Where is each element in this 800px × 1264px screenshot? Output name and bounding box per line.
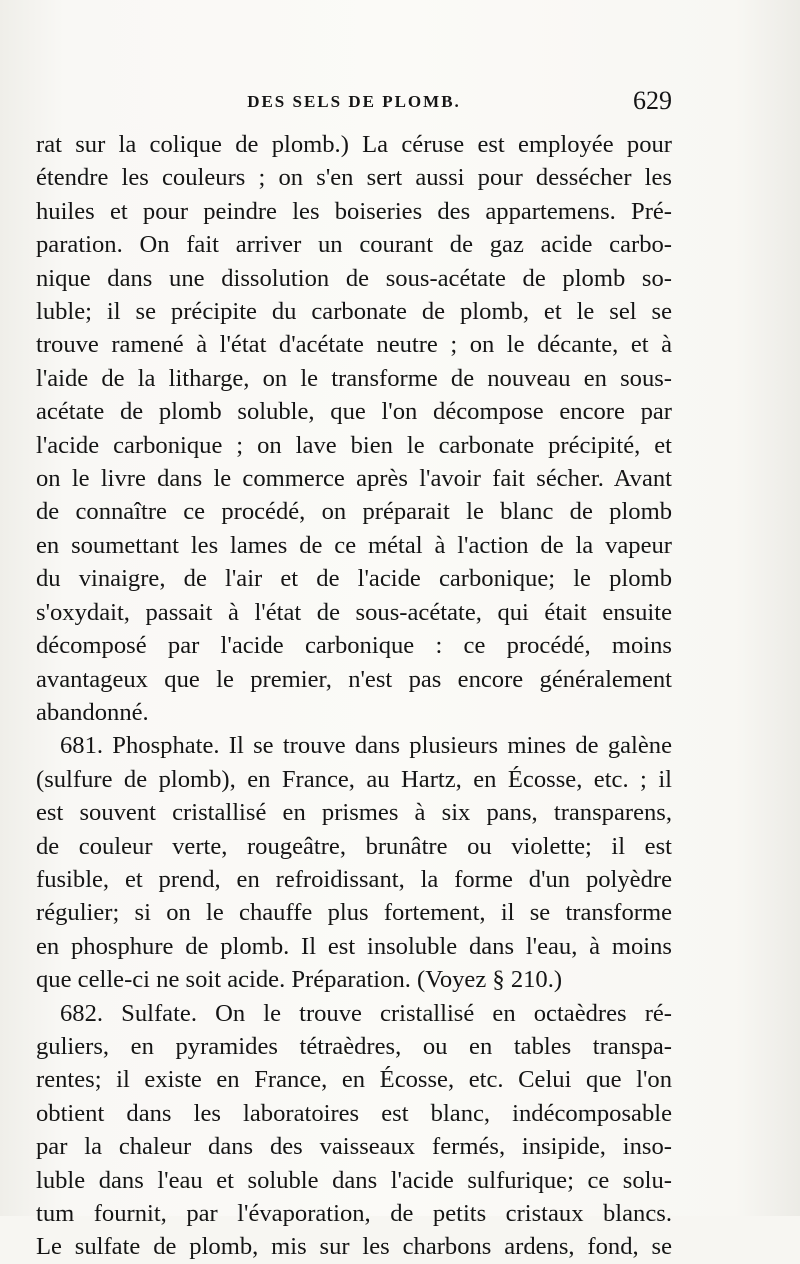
text-line: 682. Sulfate. On le trouve cristallisé en octaèdres ré- <box>60 999 672 1027</box>
page-header <box>36 86 672 126</box>
text-line: par la chaleur dans des vaisseaux fermés, insipide, inso- <box>36 1133 672 1161</box>
text-line: en soumettant les lames de ce métal à l'action de la vapeur <box>36 531 672 559</box>
text-line: 681. Phosphate. Il se trouve dans plusieurs mines de galène <box>60 732 672 760</box>
text-line: s'oxydait, passait à l'état de sous-acétate, qui était ensuite <box>36 598 672 626</box>
text-line: fusible, et prend, en refroidissant, la forme d'un polyèdre <box>36 865 672 893</box>
text-line: abandonné. <box>36 698 149 726</box>
text-line: de couleur verte, rougeâtre, brunâtre ou violette; il est <box>36 832 672 860</box>
text-line: paration. On fait arriver un courant de gaz acide carbo- <box>36 231 672 259</box>
text-line: rat sur la colique de plomb.) La céruse est employée pour <box>36 131 672 158</box>
text-line: tum fournit, par l'évaporation, de petits cristaux blancs. <box>36 1200 672 1227</box>
text-line: l'aide de la litharge, on le transforme de nouveau en sous- <box>36 364 672 392</box>
page-number: 629 <box>633 86 672 115</box>
paragraph-682-sulfate <box>36 997 672 1264</box>
text-line: on le livre dans le commerce après l'avoir fait sécher. Avant <box>36 465 672 493</box>
text-line: luble dans l'eau et soluble dans l'acide sulfurique; ce solu- <box>36 1166 672 1194</box>
text-line: décomposé par l'acide carbonique : ce procédé, moins <box>36 632 672 660</box>
text-line: acétate de plomb soluble, que l'on décompose encore par <box>36 398 672 426</box>
text-line: trouve ramené à l'état d'acétate neutre ; on le décante, et à <box>36 331 672 359</box>
text-line: l'acide carbonique ; on lave bien le carbonate précipité, et <box>36 431 672 459</box>
paragraph-681-phosphate <box>36 729 672 996</box>
text-line: (sulfure de plomb), en France, au Hartz, en Écosse, etc. ; il <box>36 765 672 793</box>
text-line: obtient dans les laboratoires est blanc, indécomposable <box>36 1099 672 1127</box>
text-line: luble; il se précipite du carbonate de plomb, et le sel se <box>36 298 672 326</box>
text-line: nique dans une dissolution de sous-acétate de plomb so- <box>36 264 672 292</box>
text-line: rentes; il existe en France, en Écosse, etc. Celui que l'on <box>36 1066 672 1094</box>
text-line: est souvent cristallisé en prismes à six pans, transparens, <box>36 799 672 827</box>
text-line: que celle-ci ne soit acide. Préparation. (Voyez § 210.) <box>36 966 563 994</box>
text-line: Le sulfate de plomb, mis sur les charbons ardens, fond, se <box>36 1233 672 1261</box>
paragraph-ceruse <box>36 128 672 729</box>
text-line: en phosphure de plomb. Il est insoluble dans l'eau, à moins <box>36 932 672 960</box>
text-line: du vinaigre, de l'air et de l'acide carbonique; le plomb <box>36 565 672 593</box>
text-line: étendre les couleurs ; on s'en sert aussi pour dessécher les <box>36 164 672 192</box>
text-line: avantageux que le premier, n'est pas encore généralement <box>36 665 672 693</box>
text-line: huiles et pour peindre les boiseries des appartemens. Pré- <box>36 197 672 225</box>
text-line: de connaître ce procédé, on préparait le blanc de plomb <box>36 498 672 526</box>
text-line: guliers, en pyramides tétraèdres, ou en tables transpa- <box>36 1032 672 1060</box>
text-line: régulier; si on le chauffe plus fortement, il se transforme <box>36 899 672 927</box>
body-text <box>36 128 672 1264</box>
running-head: DES SELS DE PLOMB. <box>247 92 461 111</box>
